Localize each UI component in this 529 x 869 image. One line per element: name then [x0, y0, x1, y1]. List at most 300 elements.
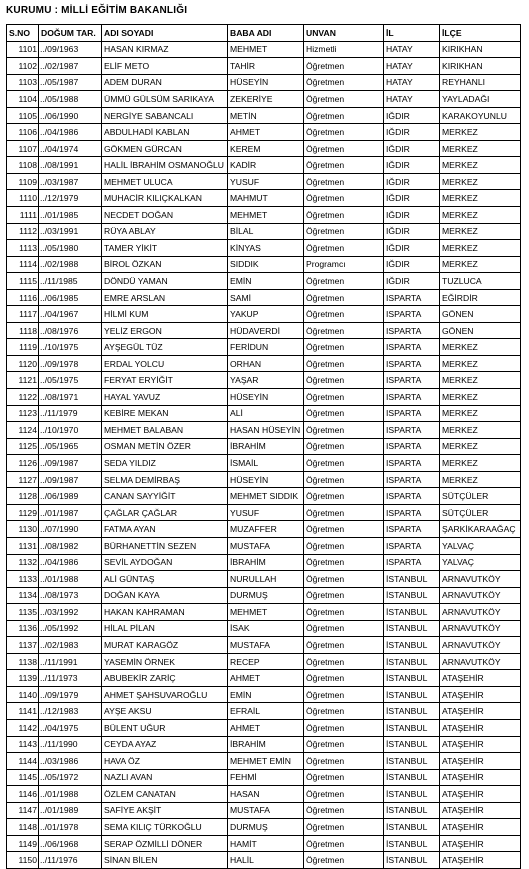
- row-district: MERKEZ: [440, 339, 521, 356]
- table-row: [7, 422, 521, 439]
- row-father-name: AHMET: [228, 719, 304, 736]
- row-province: HATAY: [384, 41, 440, 58]
- row-sno: 1118: [7, 322, 39, 339]
- row-title: Öğretmen: [304, 504, 384, 521]
- row-title: Öğretmen: [304, 753, 384, 770]
- row-full-name: FERYAT ERYİĞİT: [102, 372, 228, 389]
- table-row: [7, 835, 521, 852]
- row-father-name: METİN: [228, 107, 304, 124]
- row-birth-date: ../09/1987: [39, 471, 102, 488]
- row-district: MERKEZ: [440, 471, 521, 488]
- row-sno: 1139: [7, 670, 39, 687]
- row-province: İSTANBUL: [384, 653, 440, 670]
- row-province: ISPARTA: [384, 504, 440, 521]
- row-title: Öğretmen: [304, 422, 384, 439]
- row-province: İSTANBUL: [384, 852, 440, 869]
- row-father-name: HASAN: [228, 786, 304, 803]
- table-row: [7, 587, 521, 604]
- row-sno: 1136: [7, 620, 39, 637]
- table-row: [7, 74, 521, 91]
- row-full-name: MEHMET BALABAN: [102, 422, 228, 439]
- row-father-name: NURULLAH: [228, 571, 304, 588]
- row-title: Öğretmen: [304, 91, 384, 108]
- row-sno: 1130: [7, 521, 39, 538]
- row-district: MERKEZ: [440, 405, 521, 422]
- row-district: MERKEZ: [440, 173, 521, 190]
- row-title: Öğretmen: [304, 769, 384, 786]
- row-title: Öğretmen: [304, 107, 384, 124]
- row-birth-date: ../02/1988: [39, 256, 102, 273]
- table-row: [7, 802, 521, 819]
- row-birth-date: ../08/1991: [39, 157, 102, 174]
- row-province: İSTANBUL: [384, 703, 440, 720]
- row-birth-date: ../06/1990: [39, 107, 102, 124]
- row-full-name: SELMA DEMİRBAŞ: [102, 471, 228, 488]
- row-father-name: KİNYAS: [228, 240, 304, 257]
- row-district: MERKEZ: [440, 389, 521, 406]
- row-title: Öğretmen: [304, 455, 384, 472]
- row-father-name: DURMUŞ: [228, 819, 304, 836]
- table-row: [7, 372, 521, 389]
- row-sno: 1140: [7, 686, 39, 703]
- table-row: [7, 753, 521, 770]
- row-title: Öğretmen: [304, 173, 384, 190]
- row-birth-date: ../01/1988: [39, 571, 102, 588]
- row-district: ATAŞEHİR: [440, 769, 521, 786]
- row-sno: 1120: [7, 355, 39, 372]
- col-father-name: BABA ADI: [228, 25, 304, 42]
- row-birth-date: ../11/1973: [39, 670, 102, 687]
- row-full-name: SEDA YILDIZ: [102, 455, 228, 472]
- row-father-name: HÜSEYİN: [228, 471, 304, 488]
- row-father-name: İBRAHİM: [228, 554, 304, 571]
- row-full-name: NECDET DOĞAN: [102, 207, 228, 224]
- row-province: HATAY: [384, 91, 440, 108]
- row-province: IĞDIR: [384, 240, 440, 257]
- row-father-name: HASAN HÜSEYİN: [228, 422, 304, 439]
- table-row: [7, 306, 521, 323]
- row-district: SÜTÇÜLER: [440, 504, 521, 521]
- row-birth-date: ../11/1979: [39, 405, 102, 422]
- row-province: IĞDIR: [384, 223, 440, 240]
- table-row: [7, 769, 521, 786]
- row-full-name: ADEM DURAN: [102, 74, 228, 91]
- row-sno: 1109: [7, 173, 39, 190]
- row-father-name: HAMİT: [228, 835, 304, 852]
- row-sno: 1138: [7, 653, 39, 670]
- row-birth-date: ../03/1987: [39, 173, 102, 190]
- row-birth-date: ../05/1980: [39, 240, 102, 257]
- row-birth-date: ../11/1976: [39, 852, 102, 869]
- row-title: Öğretmen: [304, 207, 384, 224]
- row-sno: 1133: [7, 571, 39, 588]
- row-father-name: SIDDIK: [228, 256, 304, 273]
- row-sno: 1128: [7, 488, 39, 505]
- table-row: [7, 256, 521, 273]
- row-title: Öğretmen: [304, 223, 384, 240]
- row-father-name: TAHİR: [228, 58, 304, 75]
- row-full-name: NAZLI AVAN: [102, 769, 228, 786]
- row-father-name: KEREM: [228, 140, 304, 157]
- row-father-name: YAŞAR: [228, 372, 304, 389]
- row-title: Öğretmen: [304, 819, 384, 836]
- row-province: ISPARTA: [384, 521, 440, 538]
- row-sno: 1116: [7, 289, 39, 306]
- row-province: IĞDIR: [384, 107, 440, 124]
- row-full-name: YASEMİN ÖRNEK: [102, 653, 228, 670]
- row-birth-date: ../04/1986: [39, 554, 102, 571]
- row-sno: 1111: [7, 207, 39, 224]
- table-row: [7, 273, 521, 290]
- row-province: IĞDIR: [384, 190, 440, 207]
- row-province: IĞDIR: [384, 256, 440, 273]
- row-title: Öğretmen: [304, 554, 384, 571]
- row-sno: 1115: [7, 273, 39, 290]
- row-sno: 1122: [7, 389, 39, 406]
- row-title: Öğretmen: [304, 736, 384, 753]
- row-title: Öğretmen: [304, 852, 384, 869]
- row-full-name: CANAN SAYYİĞİT: [102, 488, 228, 505]
- row-birth-date: ../01/1978: [39, 819, 102, 836]
- table-row: [7, 190, 521, 207]
- row-full-name: DOĞAN KAYA: [102, 587, 228, 604]
- row-full-name: NERGİYE SABANCALI: [102, 107, 228, 124]
- row-province: İSTANBUL: [384, 769, 440, 786]
- row-district: ŞARKİKARAAĞAÇ: [440, 521, 521, 538]
- row-district: ARNAVUTKÖY: [440, 637, 521, 654]
- row-province: ISPARTA: [384, 554, 440, 571]
- row-full-name: ÇAĞLAR ÇAĞLAR: [102, 504, 228, 521]
- row-sno: 1123: [7, 405, 39, 422]
- table-row: [7, 173, 521, 190]
- row-district: ATAŞEHİR: [440, 703, 521, 720]
- col-birth-date: DOĞUM TAR.: [39, 25, 102, 42]
- row-sno: 1126: [7, 455, 39, 472]
- row-title: Öğretmen: [304, 637, 384, 654]
- row-father-name: YUSUF: [228, 173, 304, 190]
- row-district: KIRIKHAN: [440, 58, 521, 75]
- row-full-name: HAKAN KAHRAMAN: [102, 604, 228, 621]
- row-province: IĞDIR: [384, 124, 440, 141]
- row-full-name: MEHMET ULUCA: [102, 173, 228, 190]
- table-row: [7, 41, 521, 58]
- row-title: Öğretmen: [304, 240, 384, 257]
- row-sno: 1137: [7, 637, 39, 654]
- row-full-name: AYŞEGÜL TÜZ: [102, 339, 228, 356]
- row-father-name: DURMUŞ: [228, 587, 304, 604]
- row-district: MERKEZ: [440, 140, 521, 157]
- row-birth-date: ../04/1975: [39, 719, 102, 736]
- row-birth-date: ../04/1986: [39, 124, 102, 141]
- row-father-name: AHMET: [228, 124, 304, 141]
- row-sno: 1146: [7, 786, 39, 803]
- row-sno: 1150: [7, 852, 39, 869]
- table-row: [7, 719, 521, 736]
- row-district: MERKEZ: [440, 422, 521, 439]
- row-district: ARNAVUTKÖY: [440, 571, 521, 588]
- row-full-name: SEMA KILIÇ TÜRKOĞLU: [102, 819, 228, 836]
- table-row: [7, 637, 521, 654]
- row-sno: 1143: [7, 736, 39, 753]
- row-full-name: FATMA AYAN: [102, 521, 228, 538]
- row-province: ISPARTA: [384, 355, 440, 372]
- row-full-name: YELİZ ERGON: [102, 322, 228, 339]
- row-full-name: HİLAL PİLAN: [102, 620, 228, 637]
- row-title: Öğretmen: [304, 389, 384, 406]
- table-row: [7, 355, 521, 372]
- row-full-name: TAMER YİKİT: [102, 240, 228, 257]
- row-title: Öğretmen: [304, 537, 384, 554]
- row-birth-date: ../06/1989: [39, 488, 102, 505]
- row-province: ISPARTA: [384, 339, 440, 356]
- row-province: İSTANBUL: [384, 670, 440, 687]
- row-province: ISPARTA: [384, 405, 440, 422]
- row-district: MERKEZ: [440, 190, 521, 207]
- row-birth-date: ../03/1986: [39, 753, 102, 770]
- row-birth-date: ../03/1991: [39, 223, 102, 240]
- row-birth-date: ../06/1968: [39, 835, 102, 852]
- table-row: [7, 488, 521, 505]
- row-birth-date: ../01/1987: [39, 504, 102, 521]
- row-district: ATAŞEHİR: [440, 852, 521, 869]
- row-province: İSTANBUL: [384, 620, 440, 637]
- row-birth-date: ../03/1992: [39, 604, 102, 621]
- row-full-name: SAFİYE AKŞİT: [102, 802, 228, 819]
- row-sno: 1104: [7, 91, 39, 108]
- row-title: Öğretmen: [304, 355, 384, 372]
- row-title: Öğretmen: [304, 190, 384, 207]
- row-father-name: ZEKERİYE: [228, 91, 304, 108]
- row-father-name: SAMİ: [228, 289, 304, 306]
- col-sno: S.NO: [7, 25, 39, 42]
- row-province: ISPARTA: [384, 438, 440, 455]
- row-district: KIRIKHAN: [440, 41, 521, 58]
- row-province: İSTANBUL: [384, 571, 440, 588]
- row-birth-date: ../11/1991: [39, 653, 102, 670]
- row-father-name: KADİR: [228, 157, 304, 174]
- row-father-name: YAKUP: [228, 306, 304, 323]
- row-full-name: BİROL ÖZKAN: [102, 256, 228, 273]
- row-title: Öğretmen: [304, 140, 384, 157]
- row-province: IĞDIR: [384, 207, 440, 224]
- row-birth-date: ../01/1989: [39, 802, 102, 819]
- row-district: ATAŞEHİR: [440, 819, 521, 836]
- row-district: SÜTÇÜLER: [440, 488, 521, 505]
- row-sno: 1119: [7, 339, 39, 356]
- row-district: TUZLUCA: [440, 273, 521, 290]
- row-full-name: ABDULHADİ KABLAN: [102, 124, 228, 141]
- row-full-name: CEYDA AYAZ: [102, 736, 228, 753]
- row-title: Öğretmen: [304, 289, 384, 306]
- row-province: İSTANBUL: [384, 637, 440, 654]
- table-row: [7, 819, 521, 836]
- row-province: HATAY: [384, 58, 440, 75]
- row-sno: 1105: [7, 107, 39, 124]
- row-district: GÖNEN: [440, 306, 521, 323]
- row-birth-date: ../08/1973: [39, 587, 102, 604]
- table-row: [7, 604, 521, 621]
- row-title: Öğretmen: [304, 686, 384, 703]
- row-full-name: SİNAN BİLEN: [102, 852, 228, 869]
- row-full-name: MURAT KARAGÖZ: [102, 637, 228, 654]
- table-row: [7, 670, 521, 687]
- table-row: [7, 124, 521, 141]
- row-title: Öğretmen: [304, 58, 384, 75]
- col-district: İLÇE: [440, 25, 521, 42]
- row-father-name: İBRAHİM: [228, 438, 304, 455]
- table-row: [7, 405, 521, 422]
- col-full-name: ADI SOYADI: [102, 25, 228, 42]
- row-full-name: ÖZLEM CANATAN: [102, 786, 228, 803]
- row-father-name: EFRAİL: [228, 703, 304, 720]
- row-district: YAYLADAĞI: [440, 91, 521, 108]
- row-district: ATAŞEHİR: [440, 686, 521, 703]
- row-father-name: EMİN: [228, 273, 304, 290]
- row-sno: 1147: [7, 802, 39, 819]
- row-district: ARNAVUTKÖY: [440, 620, 521, 637]
- table-row: [7, 91, 521, 108]
- row-full-name: OSMAN METİN ÖZER: [102, 438, 228, 455]
- row-province: IĞDIR: [384, 157, 440, 174]
- row-birth-date: ../01/1985: [39, 207, 102, 224]
- row-title: Öğretmen: [304, 438, 384, 455]
- row-birth-date: ../06/1985: [39, 289, 102, 306]
- row-full-name: HİLMİ KUM: [102, 306, 228, 323]
- row-province: İSTANBUL: [384, 835, 440, 852]
- row-birth-date: ../05/1987: [39, 74, 102, 91]
- row-province: ISPARTA: [384, 372, 440, 389]
- row-title: Öğretmen: [304, 587, 384, 604]
- row-father-name: MEHMET: [228, 207, 304, 224]
- row-district: MERKEZ: [440, 372, 521, 389]
- row-birth-date: ../09/1987: [39, 455, 102, 472]
- table-row: [7, 554, 521, 571]
- table-row: [7, 240, 521, 257]
- row-sno: 1117: [7, 306, 39, 323]
- col-province: İL: [384, 25, 440, 42]
- row-title: Öğretmen: [304, 653, 384, 670]
- row-district: MERKEZ: [440, 355, 521, 372]
- row-birth-date: ../05/1992: [39, 620, 102, 637]
- row-title: Öğretmen: [304, 372, 384, 389]
- row-father-name: MUSTAFA: [228, 802, 304, 819]
- table-row: [7, 703, 521, 720]
- header-row: [7, 25, 521, 42]
- table-row: [7, 322, 521, 339]
- row-sno: 1103: [7, 74, 39, 91]
- row-title: Programcı: [304, 256, 384, 273]
- row-father-name: MUZAFFER: [228, 521, 304, 538]
- row-province: ISPARTA: [384, 322, 440, 339]
- row-sno: 1125: [7, 438, 39, 455]
- row-district: ATAŞEHİR: [440, 786, 521, 803]
- row-district: MERKEZ: [440, 223, 521, 240]
- row-province: İSTANBUL: [384, 604, 440, 621]
- row-birth-date: ../05/1965: [39, 438, 102, 455]
- row-father-name: İSMAİL: [228, 455, 304, 472]
- row-birth-date: ../05/1972: [39, 769, 102, 786]
- row-title: Öğretmen: [304, 786, 384, 803]
- row-province: IĞDIR: [384, 173, 440, 190]
- row-father-name: İSAK: [228, 620, 304, 637]
- row-sno: 1113: [7, 240, 39, 257]
- row-father-name: BİLAL: [228, 223, 304, 240]
- table-row: [7, 471, 521, 488]
- row-district: ATAŞEHİR: [440, 719, 521, 736]
- row-sno: 1106: [7, 124, 39, 141]
- row-province: İSTANBUL: [384, 753, 440, 770]
- row-district: YALVAÇ: [440, 537, 521, 554]
- row-province: ISPARTA: [384, 289, 440, 306]
- table-row: [7, 653, 521, 670]
- table-row: [7, 389, 521, 406]
- row-full-name: ALİ GÜNTAŞ: [102, 571, 228, 588]
- table-row: [7, 339, 521, 356]
- row-full-name: KEBİRE MEKAN: [102, 405, 228, 422]
- row-province: ISPARTA: [384, 488, 440, 505]
- row-father-name: MAHMUT: [228, 190, 304, 207]
- row-full-name: AYŞE AKSU: [102, 703, 228, 720]
- row-province: İSTANBUL: [384, 736, 440, 753]
- row-district: ATAŞEHİR: [440, 835, 521, 852]
- row-district: MERKEZ: [440, 240, 521, 257]
- row-birth-date: ../02/1987: [39, 58, 102, 75]
- row-birth-date: ../10/1970: [39, 422, 102, 439]
- row-title: Öğretmen: [304, 835, 384, 852]
- row-father-name: HÜSEYİN: [228, 389, 304, 406]
- table-row: [7, 786, 521, 803]
- table-row: [7, 157, 521, 174]
- row-province: IĞDIR: [384, 273, 440, 290]
- row-title: Öğretmen: [304, 157, 384, 174]
- row-sno: 1131: [7, 537, 39, 554]
- row-sno: 1142: [7, 719, 39, 736]
- row-father-name: İBRAHİM: [228, 736, 304, 753]
- row-full-name: AHMET ŞAHSUVAROĞLU: [102, 686, 228, 703]
- row-district: MERKEZ: [440, 455, 521, 472]
- row-full-name: DÖNDÜ YAMAN: [102, 273, 228, 290]
- row-title: Öğretmen: [304, 571, 384, 588]
- row-province: ISPARTA: [384, 389, 440, 406]
- row-birth-date: ../05/1975: [39, 372, 102, 389]
- row-birth-date: ../05/1988: [39, 91, 102, 108]
- row-sno: 1127: [7, 471, 39, 488]
- row-title: Öğretmen: [304, 74, 384, 91]
- row-title: Öğretmen: [304, 306, 384, 323]
- row-title: Öğretmen: [304, 322, 384, 339]
- row-sno: 1148: [7, 819, 39, 836]
- row-full-name: ABUBEKİR ZARİÇ: [102, 670, 228, 687]
- row-full-name: MUHACİR KILIÇKALKAN: [102, 190, 228, 207]
- row-full-name: ELİF METO: [102, 58, 228, 75]
- row-father-name: ORHAN: [228, 355, 304, 372]
- row-title: Öğretmen: [304, 604, 384, 621]
- row-sno: 1134: [7, 587, 39, 604]
- row-father-name: FERİDUN: [228, 339, 304, 356]
- row-full-name: ERDAL YOLCU: [102, 355, 228, 372]
- row-father-name: HALİL: [228, 852, 304, 869]
- row-birth-date: ../08/1982: [39, 537, 102, 554]
- row-birth-date: ../09/1978: [39, 355, 102, 372]
- row-province: ISPARTA: [384, 422, 440, 439]
- row-district: ARNAVUTKÖY: [440, 604, 521, 621]
- row-district: EĞİRDİR: [440, 289, 521, 306]
- table-row: [7, 223, 521, 240]
- table-row: [7, 852, 521, 869]
- row-birth-date: ../10/1975: [39, 339, 102, 356]
- row-father-name: MEHMET: [228, 41, 304, 58]
- row-title: Öğretmen: [304, 273, 384, 290]
